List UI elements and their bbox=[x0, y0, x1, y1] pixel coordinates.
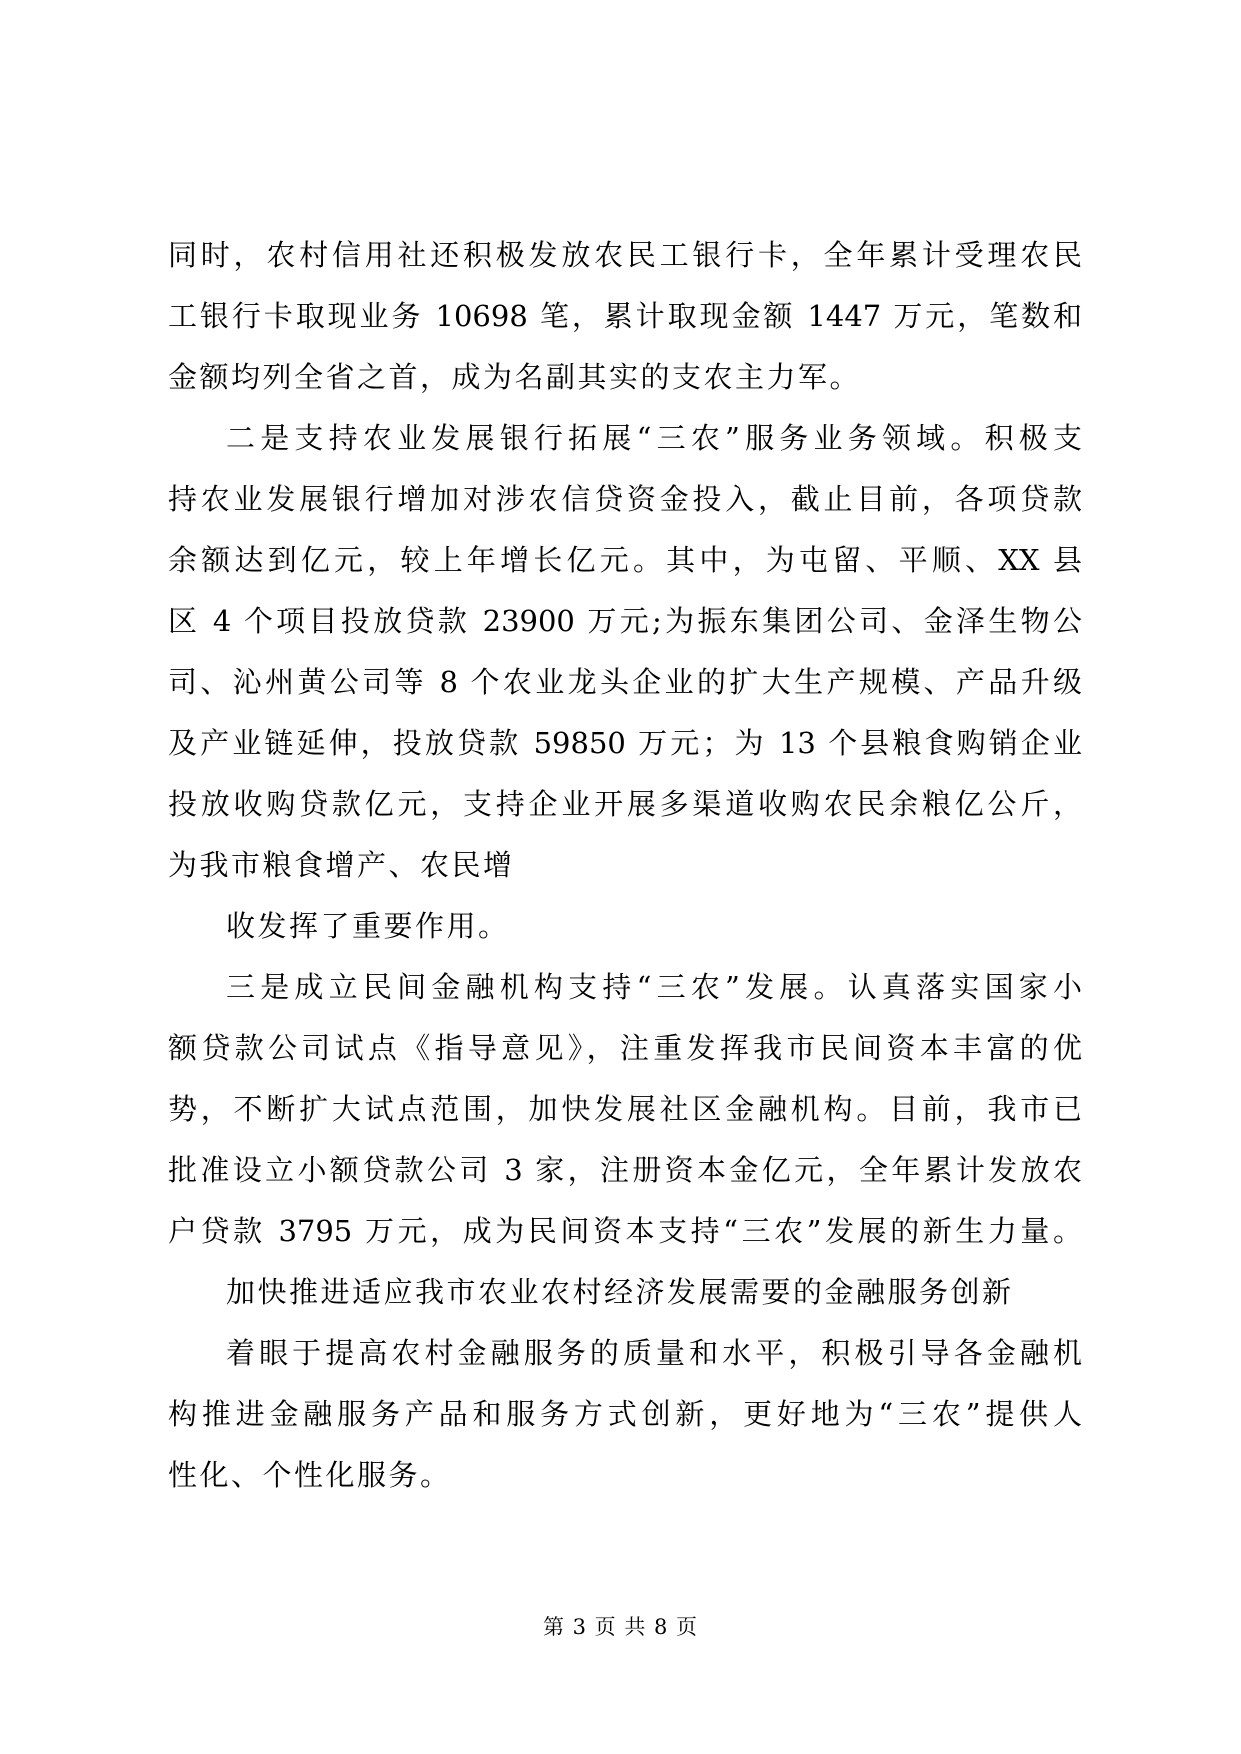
document-body bbox=[168, 225, 1082, 1506]
text-line: 为我市粮食增产、农民增 bbox=[168, 848, 515, 882]
text-line: 性化、个性化服务。 bbox=[168, 1458, 452, 1492]
text-line: 势，不断扩大试点范围，加快发展社区金融机构。目前，我市已 bbox=[168, 1092, 1082, 1126]
paragraph-start-line: 三是成立民间金融机构支持“三农”发展。认真落实国家小 bbox=[226, 970, 1082, 1004]
text-line: 批准设立小额贷款公司 3 家，注册资本金亿元，全年累计发放农 bbox=[168, 1153, 1082, 1187]
text-line: 及产业链延伸，投放贷款 59850 万元；为 13 个县粮食购销企业 bbox=[168, 726, 1082, 760]
paragraph-start-line: 收发挥了重要作用。 bbox=[226, 909, 510, 943]
paragraph-start-line: 着眼于提高农村金融服务的质量和水平，积极引导各金融机 bbox=[226, 1336, 1082, 1370]
text-line: 工银行卡取现业务 10698 笔，累计取现金额 1447 万元，笔数和 bbox=[168, 299, 1082, 333]
paragraph-start-line: 二是支持农业发展银行拓展“三农”服务业务领域。积极支 bbox=[226, 421, 1082, 455]
text-line: 区 4 个项目投放贷款 23900 万元;为振东集团公司、金泽生物公 bbox=[168, 604, 1082, 638]
text-line: 额贷款公司试点《指导意见》，注重发挥我市民间资本丰富的优 bbox=[168, 1031, 1082, 1065]
text-line: 投放收购贷款亿元，支持企业开展多渠道收购农民余粮亿公斤， bbox=[168, 787, 1082, 821]
text-line: 金额均列全省之首，成为名副其实的支农主力军。 bbox=[168, 360, 862, 394]
page-number-footer: 第 3 页 共 8 页 bbox=[542, 1615, 699, 1639]
text-line: 同时，农村信用社还积极发放农民工银行卡，全年累计受理农民 bbox=[168, 238, 1082, 272]
text-line: 户贷款 3795 万元，成为民间资本支持“三农”发展的新生力量。 bbox=[168, 1214, 1082, 1248]
text-line: 余额达到亿元，较上年增长亿元。其中，为屯留、平顺、XX 县 bbox=[168, 543, 1082, 577]
section-heading-line: 加快推进适应我市农业农村经济发展需要的金融服务创新 bbox=[226, 1275, 1014, 1309]
text-line: 持农业发展银行增加对涉农信贷资金投入，截止目前，各项贷款 bbox=[168, 482, 1082, 516]
text-line: 司、沁州黄公司等 8 个农业龙头企业的扩大生产规模、产品升级 bbox=[168, 665, 1082, 699]
text-line: 构推进金融服务产品和服务方式创新，更好地为“三农”提供人 bbox=[168, 1397, 1082, 1431]
